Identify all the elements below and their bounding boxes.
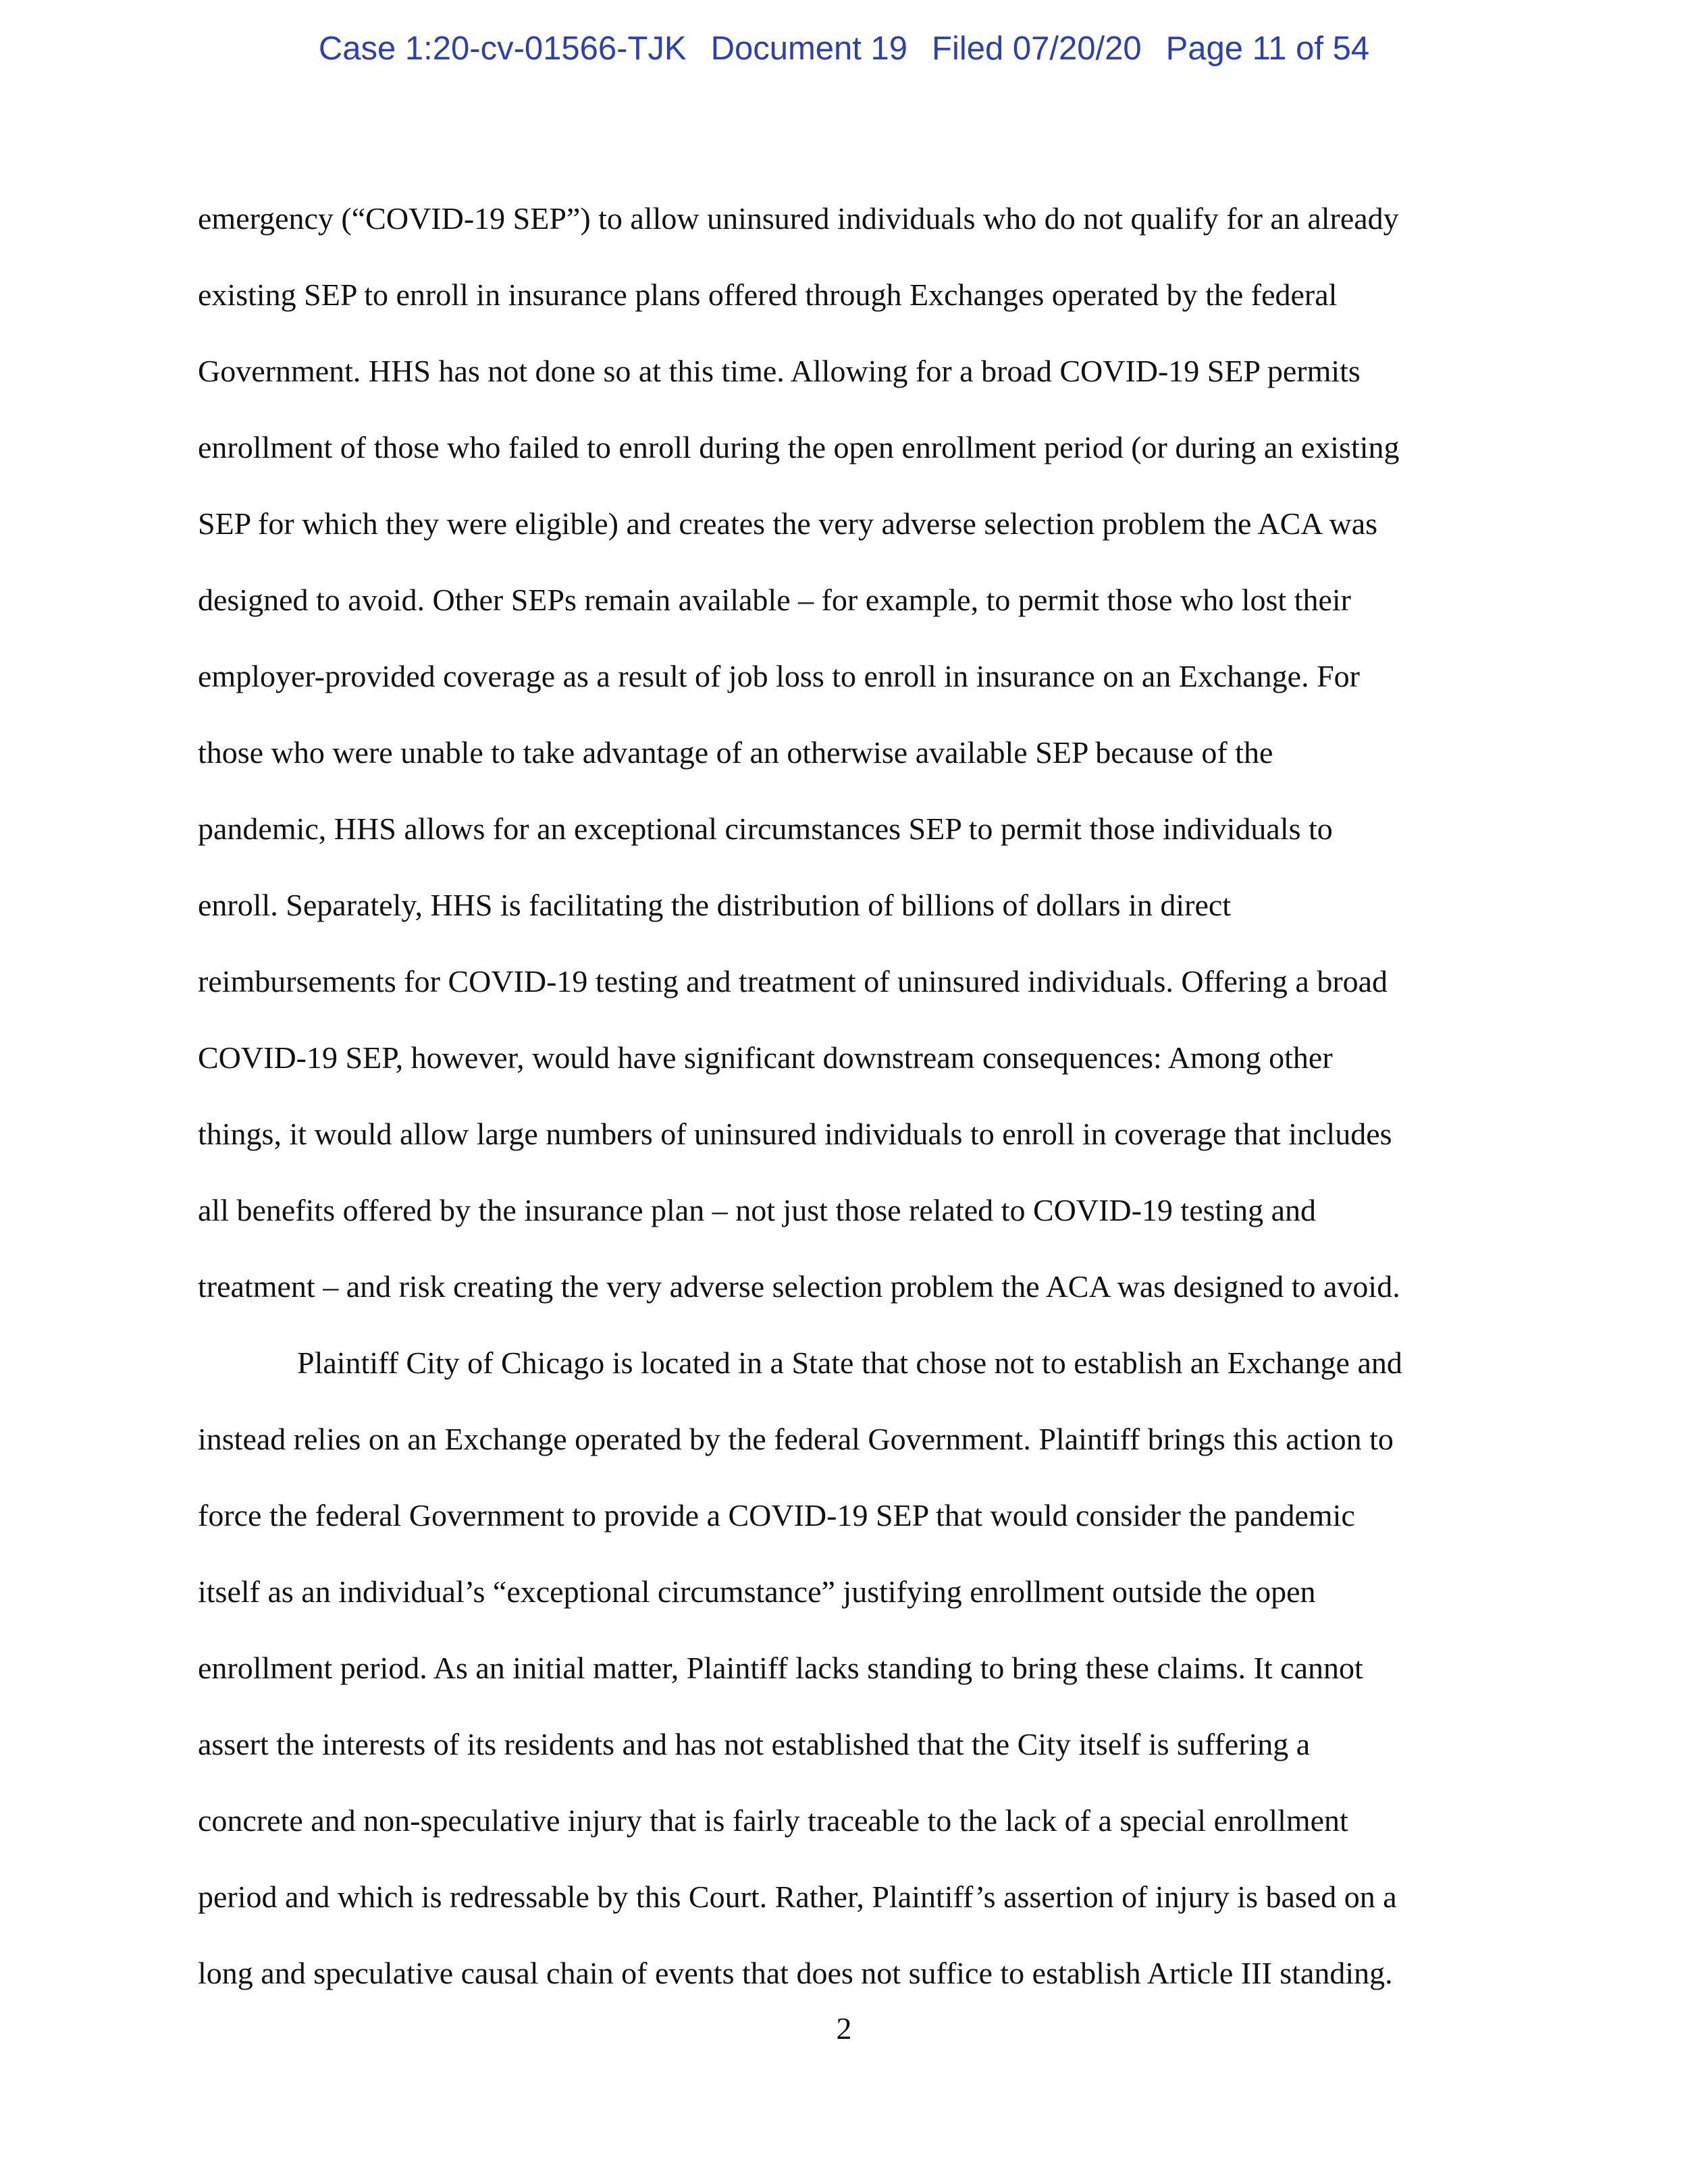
document-number: Document 19 — [710, 30, 908, 67]
text-line: enroll. Separately, HHS is facilitating the distribution of billions of dollars in direct — [198, 888, 1232, 922]
text-line: Government. HHS has not done so at this time. Allowing for a broad COVID-19 SEP permits — [198, 354, 1361, 388]
text-line: all benefits offered by the insurance plan – not just those related to COVID-19 testing and — [198, 1193, 1316, 1227]
text-line: concrete and non-speculative injury that is fairly traceable to the lack of a special enrollment — [198, 1803, 1348, 1838]
paragraph-first-line: Plaintiff City of Chicago is located in a State that chose not to establish an Exchange and — [297, 1346, 1402, 1380]
text-line: enrollment period. As an initial matter, Plaintiff lacks standing to bring these claims. It cannot — [198, 1651, 1363, 1685]
text-line: COVID-19 SEP, however, would have significant downstream consequences: Among other — [198, 1040, 1333, 1075]
text-line: those who were unable to take advantage of an otherwise available SEP because of the — [198, 735, 1273, 770]
text-line: employer-provided coverage as a result of job loss to enroll in insurance on an Exchange. For — [198, 659, 1361, 693]
filed-date: Filed 07/20/20 — [932, 30, 1142, 67]
text-line: emergency (“COVID-19 SEP”) to allow uninsured individuals who do not qualify for an already — [198, 201, 1399, 236]
text-line: period and which is redressable by this Court. Rather, Plaintiff’s assertion of injury is based on a — [198, 1880, 1397, 1914]
text-line: instead relies on an Exchange operated by the federal Government. Plaintiff brings this action to — [198, 1422, 1394, 1456]
text-line: itself as an individual’s “exceptional circumstance” justifying enrollment outside the open — [198, 1574, 1316, 1609]
text-line: treatment – and risk creating the very adverse selection problem the ACA was designed to avoid. — [198, 1269, 1400, 1304]
case-header — [0, 30, 1688, 68]
text-line: SEP for which they were eligible) and creates the very adverse selection problem the ACA was — [198, 506, 1378, 541]
text-line: force the federal Government to provide a COVID-19 SEP that would consider the pandemic — [198, 1498, 1355, 1533]
text-line: long and speculative causal chain of events that does not suffice to establish Article III standing. — [198, 1956, 1393, 1990]
text-line: reimbursements for COVID-19 testing and treatment of uninsured individuals. Offering a broad — [198, 964, 1388, 998]
text-line: assert the interests of its residents and has not established that the City itself is suffering a — [198, 1727, 1311, 1761]
text-line: enrollment of those who failed to enroll during the open enrollment period (or during an existing — [198, 430, 1400, 464]
page-number: 2 — [836, 2011, 852, 2046]
text-line: designed to avoid. Other SEPs remain available – for example, to permit those who lost their — [198, 583, 1351, 617]
text-line: pandemic, HHS allows for an exceptional circumstances SEP to permit those individuals to — [198, 811, 1333, 846]
case-number: Case 1:20-cv-01566-TJK — [318, 30, 687, 67]
text-line: existing SEP to enroll in insurance plans offered through Exchanges operated by the federal — [198, 277, 1338, 312]
text-line: things, it would allow large numbers of uninsured individuals to enroll in coverage that includes — [198, 1117, 1392, 1151]
page-indicator: Page 11 of 54 — [1165, 30, 1370, 67]
